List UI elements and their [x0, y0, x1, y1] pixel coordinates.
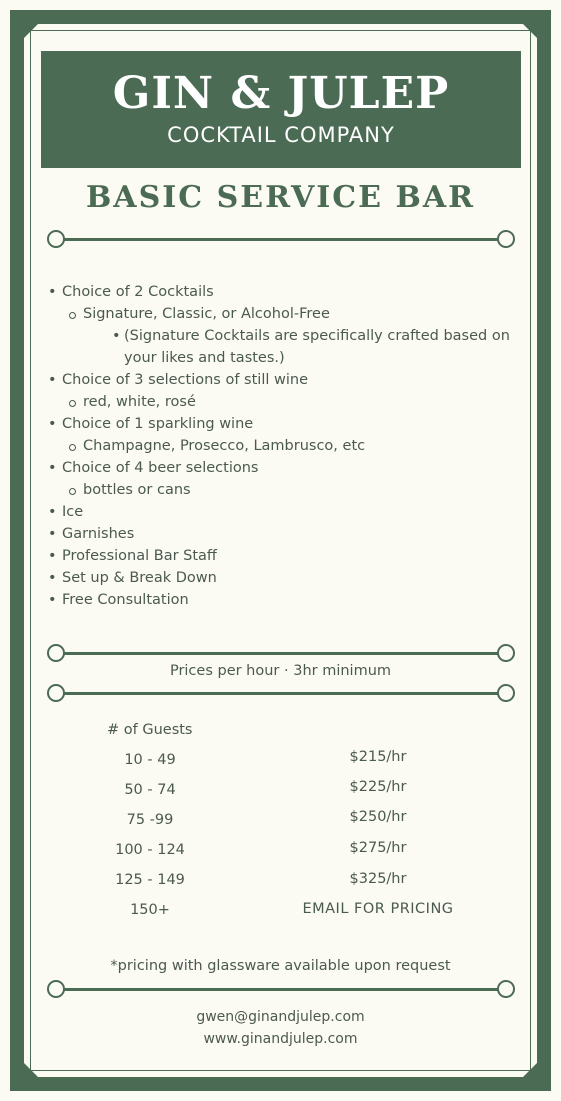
price: $215/hr: [349, 749, 407, 765]
service-list: [46, 281, 526, 611]
contact-email[interactable]: gwen@ginandjulep.com: [196, 1009, 365, 1025]
list-item: • Choice of 3 selections of still wine: [46, 369, 526, 391]
price: $225/hr: [349, 779, 407, 795]
list-item: • Set up & Break Down: [46, 567, 526, 589]
list-item: • Choice of 1 sparkling wine: [46, 413, 526, 435]
guest-range: 100 - 124: [115, 842, 185, 858]
divider-dot-left: [47, 980, 65, 998]
guest-range: 150+: [130, 902, 170, 918]
pricing-note: Prices per hour · 3hr minimum: [169, 663, 392, 679]
divider-top: [47, 229, 515, 249]
divider-dot-left: [47, 684, 65, 702]
guest-range: 50 - 74: [124, 782, 176, 798]
brand-banner: [41, 51, 521, 168]
list-item: • Choice of 2 Cocktails: [46, 281, 526, 303]
list-subitem: bottles or cans: [46, 479, 526, 501]
list-item: • Free Consultation: [46, 589, 526, 611]
glassware-note: *pricing with glassware available upon request: [110, 958, 451, 974]
divider-dot-right: [497, 230, 515, 248]
list-subitem: red, white, rosé: [46, 391, 526, 413]
guests-column-header: # of Guests: [107, 722, 193, 738]
guest-range: 125 - 149: [115, 872, 185, 888]
package-title: BASIC SERVICE BAR: [85, 180, 476, 215]
price: $275/hr: [349, 840, 407, 856]
price: EMAIL FOR PRICING: [302, 901, 454, 917]
divider-dot-left: [47, 644, 65, 662]
list-subitem: Champagne, Prosecco, Lambrusco, etc: [46, 435, 526, 457]
list-subitem: Signature, Classic, or Alcohol-Free: [46, 303, 526, 325]
price: $325/hr: [349, 871, 407, 887]
contact-website[interactable]: www.ginandjulep.com: [203, 1031, 358, 1047]
divider-bottom: [47, 979, 515, 999]
divider-pricing-bottom: [47, 683, 515, 703]
list-item: • Garnishes: [46, 523, 526, 545]
divider-dot-right: [497, 644, 515, 662]
divider-dot-left: [47, 230, 65, 248]
brand-name: GIN & JULEP: [112, 68, 450, 119]
divider-dot-right: [497, 684, 515, 702]
list-subsubitem: • (Signature Cocktails are specifically crafted based on your likes and tastes.): [46, 325, 524, 369]
price: $250/hr: [349, 809, 407, 825]
guest-range: 75 -99: [126, 812, 174, 828]
guest-range: 10 - 49: [124, 752, 176, 768]
divider-pricing-top: [47, 643, 515, 663]
list-item: • Ice: [46, 501, 526, 523]
list-item: • Professional Bar Staff: [46, 545, 526, 567]
brand-subtitle: COCKTAIL COMPANY: [167, 123, 395, 147]
list-item: • Choice of 4 beer selections: [46, 457, 526, 479]
divider-dot-right: [497, 980, 515, 998]
